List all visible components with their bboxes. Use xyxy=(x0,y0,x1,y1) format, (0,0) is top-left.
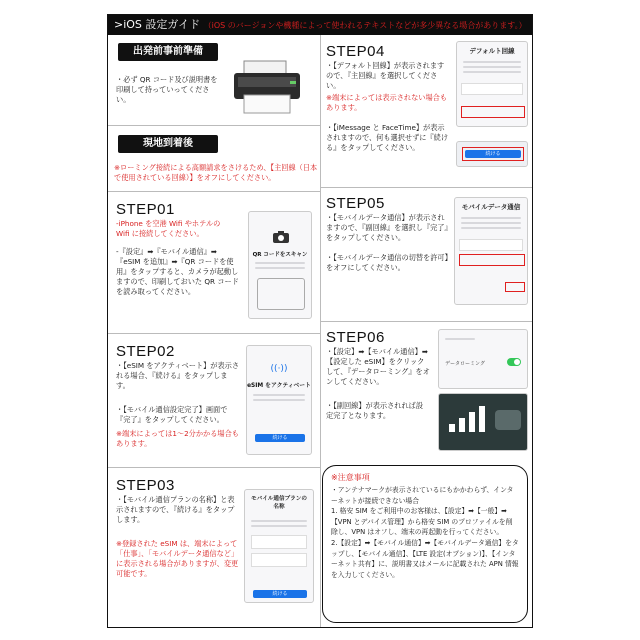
screen-text-line xyxy=(255,262,305,264)
roaming-label: データローミング xyxy=(445,361,485,367)
screen-text-line xyxy=(445,338,475,340)
section-rule xyxy=(320,187,532,188)
step03-red-text: ※登録された eSIM は、端末によって「仕事」、「モバイルデータ通信など」に表示される場合がありますが、変更可能です。 xyxy=(116,539,239,578)
step03-title: STEP03 xyxy=(116,477,175,494)
screen-text-line xyxy=(463,71,521,73)
step04-red-text: ※端末によっては表示されない場合もあります。 xyxy=(326,93,448,112)
step04-default-line-screenshot xyxy=(456,41,528,127)
step06-text2: ・【副回線】が表示されれば設定完了となります。 xyxy=(326,401,424,420)
step04-facetime-screenshot xyxy=(456,141,528,167)
step04-text: ・【デフォルト回線】が表示されますので、『主回線』を選択してください。 xyxy=(326,61,445,90)
step02-continue-button[interactable]: 続ける xyxy=(255,434,305,442)
arrival-label: 現地到着後 xyxy=(118,135,218,153)
step05-screenshot xyxy=(454,197,528,305)
step01-red-text: -iPhone を空港 Wifi やホテルの Wifi に接続してください。 xyxy=(116,219,221,238)
notice-body: ・アンテナマークが表示されているにもかかわらず、インターネットが接続できない場合 1. 格安 SIM をご利用中のお客様は、【設定】➡【一般】➡【VPN とデバイス管理】から格安 SIM のプロファイルを削除し、VPN はオフし、端末の再起動を行ってください。 2.【設定】➡【モバイル通信】➡【モバイルデータ通信】をタップし、【モバイル通信】、【LTE 設定(オプション)】、【インターネット共有】に、説明書又はメールに記載された APN 情報を入力してください。 xyxy=(331,486,519,579)
step04-screen-title: デフォルト回線 xyxy=(469,47,515,55)
screen-text-line xyxy=(461,227,521,229)
step06-roaming-screenshot xyxy=(438,329,528,389)
step02-text2: ・【モバイル通信設定完了】画面で『完了』をタップしてください。 xyxy=(116,405,228,424)
notice-title: ※注意事項 xyxy=(331,473,370,482)
plan-row[interactable] xyxy=(251,553,307,567)
arrival-warning: ※ローミング接続による高額請求をさけるため、【主回線（日本で使用されている回線）】をオフにしてください。 xyxy=(114,163,318,182)
screen-text-line xyxy=(461,217,521,219)
switching-toggle-highlight[interactable] xyxy=(505,282,525,292)
printer-icon xyxy=(230,59,306,117)
screen-text-line xyxy=(255,267,305,269)
section-rule xyxy=(320,321,532,322)
guide-header xyxy=(108,15,532,35)
screen-text-line xyxy=(251,525,307,527)
main-line-highlight xyxy=(461,106,525,118)
step02-red-text: ※端末によっては1～2分かかる場合もあります。 xyxy=(116,429,239,448)
signal-bars-icon xyxy=(439,394,528,451)
plan-row[interactable] xyxy=(251,535,307,549)
section-rule xyxy=(108,333,320,334)
guide-header-note: （iOS のバージョンや機種によって使われるテキストなどが多少異なる場合があります。） xyxy=(203,21,527,30)
step06-control-center-screenshot xyxy=(438,393,528,451)
column-divider xyxy=(320,35,321,627)
prep-text: ・必ず QR コード及び説明書を印刷して持っていってください。 xyxy=(116,75,218,104)
step05-text: ・【モバイルデータ通信】が表示されますので、『副回線』を選択し『完了』をタップしてください。 xyxy=(326,213,449,242)
step04-continue-button[interactable]: 続ける xyxy=(465,150,521,158)
step03-continue-button[interactable]: 続ける xyxy=(253,590,307,598)
camera-icon xyxy=(272,230,290,244)
step03-text: ・【モバイル通信プランの名称】と表示されますので、『続ける』をタップします。 xyxy=(116,495,235,524)
step02-screenshot xyxy=(246,345,312,455)
screen-text-line xyxy=(463,61,521,63)
screen-text-line xyxy=(463,66,521,68)
step05-title: STEP05 xyxy=(326,195,385,212)
section-rule xyxy=(108,125,320,126)
screen-text-line xyxy=(251,520,307,522)
section-rule xyxy=(108,191,320,192)
section-rule xyxy=(108,467,320,468)
guide-title: >iOS 設定ガイド xyxy=(114,18,201,31)
guide-frame xyxy=(107,14,533,628)
step03-screenshot xyxy=(244,489,314,603)
step01-screen-title: QR コードをスキャン xyxy=(252,252,308,258)
step04-title: STEP04 xyxy=(326,43,385,60)
qr-viewfinder xyxy=(257,278,305,310)
screen-text-line xyxy=(253,399,305,401)
step01-screenshot xyxy=(248,211,312,319)
screen-text-line xyxy=(461,222,521,224)
step05-text2: ・【モバイルデータ通信の切替を許可】をオフにしてください。 xyxy=(326,253,449,272)
sub-line-highlight xyxy=(459,254,525,266)
step06-title: STEP06 xyxy=(326,329,385,346)
line-option[interactable] xyxy=(461,83,523,95)
step01-title: STEP01 xyxy=(116,201,175,218)
step06-text: ・【設定】➡【モバイル通信】➡【設定した eSIM】をクリックして、『データローミング』をオンしてください。 xyxy=(326,347,430,386)
step01-text: -『設定』➡『モバイル通信』➡『eSIM を追加』➡『QR コードを使用』をタップすると、カメラが起動しますので、印刷しておいた QR コードを読み取ってください。 xyxy=(116,247,239,296)
step02-text1: ・【eSIM をアクティベート】が表示される場合、『続ける』をタップします。 xyxy=(116,361,240,390)
line-option[interactable] xyxy=(459,239,523,251)
notice-box xyxy=(322,465,528,623)
prep-label: 出発前事前準備 xyxy=(118,43,218,61)
roaming-toggle[interactable] xyxy=(507,358,521,366)
step02-screen-title: eSIM をアクティベート xyxy=(247,383,311,389)
step04-text2: ・【iMessage と FaceTime】が表示されますので、何も選択せずに『続ける』をタップしてください。 xyxy=(326,123,449,152)
continue-highlight xyxy=(462,147,524,161)
step05-screen-title: モバイルデータ通信 xyxy=(461,203,521,211)
screen-text-line xyxy=(253,394,305,396)
step02-title: STEP02 xyxy=(116,343,175,360)
step03-screen-title: モバイル通信プランの名称 xyxy=(251,496,307,510)
signal-icon: ((·)) xyxy=(270,364,288,374)
